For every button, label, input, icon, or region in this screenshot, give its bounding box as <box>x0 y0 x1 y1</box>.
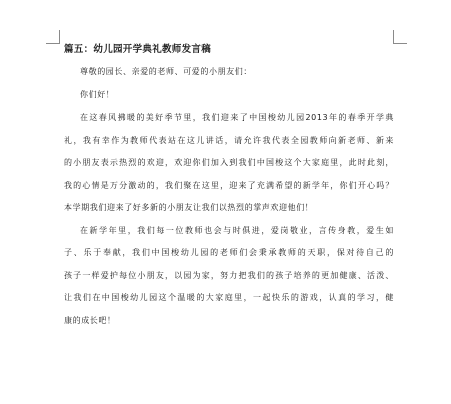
paragraph-2 <box>64 224 394 327</box>
document-body <box>64 43 394 336</box>
paragraph-1 <box>64 111 394 214</box>
paragraph-line: 我的心情是万分激动的，我们聚在这里，迎来了充满希望的新学年，你们开心吗？ <box>64 180 394 190</box>
paragraph-line: 康的成长吧！ <box>64 315 116 325</box>
paragraph-line: 子、乐于奉献，我们中国梭幼儿园的老师们会秉承教师的天职，保对待自己的 <box>64 248 394 257</box>
paragraph-line: 让我们在中国梭幼儿园这个温暖的大家庭里，一起快乐的游戏，认真的学习，健 <box>64 293 394 302</box>
document-title: 篇五：幼儿园开学典礼教师发言稿 <box>64 44 212 55</box>
salutation: 尊敬的园长、亲爱的老师、可爱的小朋友们： <box>80 67 252 76</box>
paragraph-line: 孩子一样爱护每位小朋友，以园为家，努力把我们的孩子培养的更加健康、活泼、 <box>64 270 394 280</box>
paragraph-line: 礼，我有幸作为教师代表站在这儿讲话，请允许我代表全园教师向新老师、新来 <box>64 135 394 145</box>
greeting: 你们好！ <box>80 90 115 99</box>
paragraph-line: 本学期我们迎来了好多新的小朋友让我们以热烈的掌声欢迎他们！ <box>64 203 314 212</box>
paragraph-line: 的小朋友表示热烈的欢迎，欢迎你们加入到我们中国梭这个大家庭里，此时此刻， <box>64 158 394 167</box>
paragraph-line: 在新学年里，我们每一位教师也会与时俱进，爱岗敬业，言传身教，爱生如 <box>80 225 394 235</box>
paragraph-line: 在这春风拂暖的美好季节里，我们迎来了中国梭幼儿园2013年的春季开学典 <box>80 113 394 122</box>
page-corner-mark-top-left <box>46 30 60 44</box>
page-corner-mark-top-right <box>393 30 407 44</box>
